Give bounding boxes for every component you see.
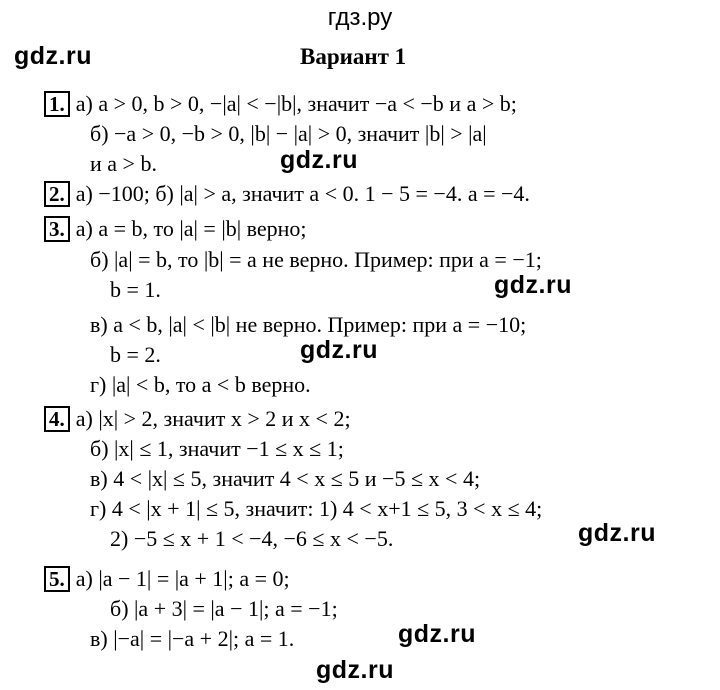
task-text: а) |a − 1| = |a + 1|; a = 0;	[75, 566, 290, 591]
task-3-line-1	[44, 216, 307, 242]
task-4-line-4: г) 4 < |x + 1| ≤ 5, значит: 1) 4 < x+1 ≤ 5, 3 < x ≤ 4;	[90, 496, 543, 521]
task-5-line-3: в) |−a| = |−a + 2|; a = 1.	[90, 626, 295, 651]
task-4-line-1	[44, 406, 351, 432]
task-1-line-1	[44, 91, 517, 117]
watermark-logo: gdz.ru	[300, 336, 378, 364]
task-text: а) a > 0, b > 0, −|a| < −|b|, значит −a < −b и a > b;	[75, 91, 517, 116]
watermark-logo: gdz.ru	[280, 146, 358, 174]
task-4-line-3: в) 4 < |x| ≤ 5, значит 4 < x ≤ 5 и −5 ≤ x < 4;	[90, 466, 481, 491]
task-3-line-5: b = 2.	[110, 342, 161, 367]
watermark-logo: gdz.ru	[316, 656, 394, 684]
site-header: гдз.ру	[327, 4, 393, 31]
task-text: а) |x| > 2, значит x > 2 и x < 2;	[75, 406, 351, 431]
task-4-line-2: б) |x| ≤ 1, значит −1 ≤ x ≤ 1;	[90, 436, 344, 461]
task-3-line-4: в) a < b, |a| < |b| не верно. Пример: при a = −10;	[90, 312, 527, 337]
task-number: 1.	[44, 91, 70, 117]
task-3-line-2: б) |a| = b, то |b| = a не верно. Пример: при a = −1;	[90, 247, 542, 272]
watermark-logo: gdz.ru	[14, 42, 92, 70]
watermark-logo: gdz.ru	[398, 620, 476, 648]
task-number: 5.	[44, 566, 70, 592]
task-4-line-5: 2) −5 ≤ x + 1 < −4, −6 ≤ x < −5.	[110, 526, 394, 551]
page-title: Вариант 1	[300, 44, 407, 69]
task-number: 3.	[44, 216, 70, 242]
task-3-line-6: г) |a| < b, то a < b верно.	[90, 372, 311, 397]
task-5-line-1	[44, 566, 290, 592]
task-2-line-1	[44, 181, 530, 207]
watermark-logo: gdz.ru	[578, 519, 656, 547]
task-3-line-3: b = 1.	[110, 277, 161, 302]
task-text: а) −100; б) |a| > a, значит a < 0. 1 − 5 = −4. a = −4.	[75, 181, 530, 206]
watermark-logo: gdz.ru	[494, 271, 572, 299]
task-1-line-3: и a > b.	[90, 151, 157, 176]
task-text: а) a = b, то |a| = |b| верно;	[75, 216, 307, 241]
task-number: 4.	[44, 406, 70, 432]
task-number: 2.	[44, 181, 70, 207]
task-1-line-2: б) −a > 0, −b > 0, |b| − |a| > 0, значит |b| > |a|	[90, 121, 487, 146]
task-5-line-2: б) |a + 3| = |a − 1|; a = −1;	[110, 596, 338, 621]
